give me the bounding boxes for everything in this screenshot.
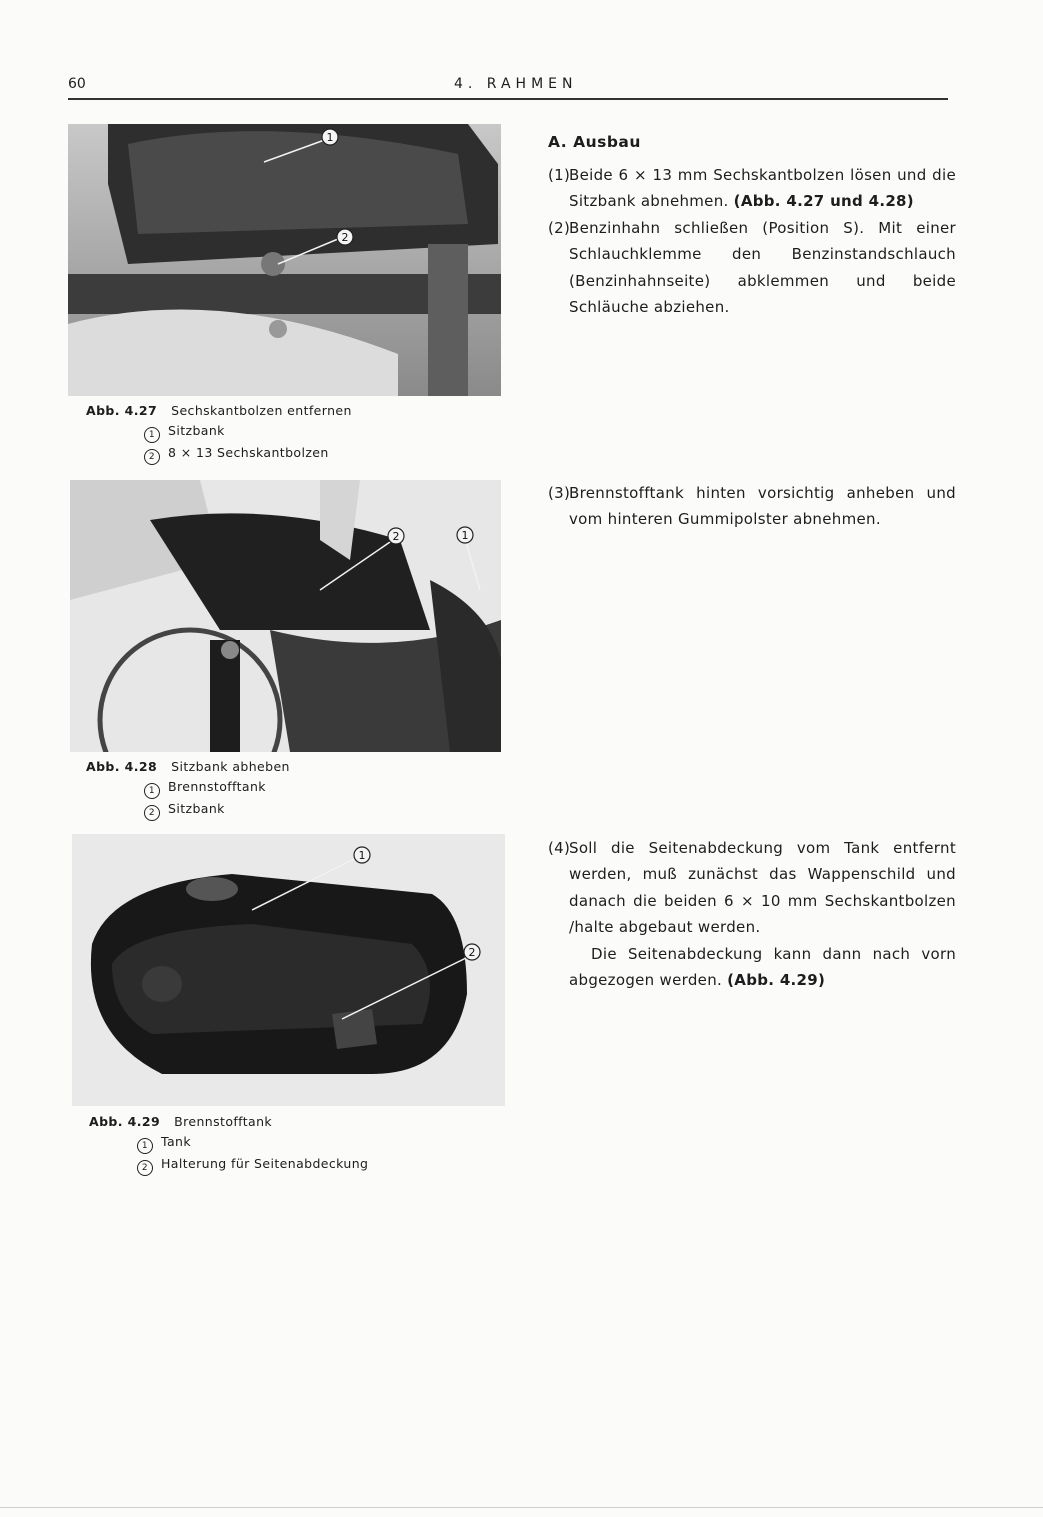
caption-title bbox=[86, 757, 290, 777]
step-body bbox=[548, 162, 956, 215]
figure-4-27-caption bbox=[86, 401, 352, 465]
step-ref: (Abb. 4.29) bbox=[727, 971, 826, 990]
step-text: Beide 6 × 13 mm Sechskantbolzen lösen und die Sitzbank abnehmen. bbox=[569, 166, 956, 211]
step-body bbox=[548, 215, 956, 320]
figure-4-27-photo bbox=[68, 124, 501, 396]
item-text: Sitzbank bbox=[168, 422, 225, 438]
step-4 bbox=[548, 835, 956, 940]
step-4-continuation bbox=[548, 941, 956, 994]
caption-item bbox=[89, 1154, 368, 1176]
item-text: 8 × 13 Sechskantbolzen bbox=[168, 444, 329, 460]
caption-text: Brennstofftank bbox=[174, 1114, 273, 1129]
item-text: Tank bbox=[161, 1133, 191, 1149]
svg-text:2: 2 bbox=[468, 946, 476, 959]
chapter-title: 4. RAHMEN bbox=[454, 76, 578, 92]
step-3 bbox=[548, 480, 956, 533]
item-number: 2 bbox=[144, 805, 160, 821]
caption-label: Abb. 4.29 bbox=[89, 1114, 161, 1129]
item-number: 2 bbox=[144, 449, 160, 465]
caption-item bbox=[89, 1132, 368, 1154]
item-number: 1 bbox=[144, 783, 160, 799]
step-text: Benzinhahn schließen (Position S). Mit einer Schlauchklemme den Benzinstandschlauch (Benzinhahnseite) abklemmen und beide Schläuche abziehen. bbox=[569, 219, 956, 316]
step-text: Brennstofftank hinten vorsichtig anheben und vom hinteren Gummipolster abnehmen. bbox=[569, 484, 956, 529]
svg-text:1: 1 bbox=[358, 849, 366, 862]
step-text: Soll die Seitenabdeckung vom Tank entfernt werden, muß zunächst das Wappenschild und danach die beiden 6 × 10 mm Sechskantbolzen /halte abgebaut werden. bbox=[569, 839, 956, 936]
caption-title bbox=[89, 1112, 368, 1132]
page-header bbox=[68, 76, 948, 100]
caption-item bbox=[86, 443, 352, 465]
step-body bbox=[548, 835, 956, 940]
svg-text:2: 2 bbox=[392, 530, 400, 543]
item-number: 1 bbox=[137, 1138, 153, 1154]
step-ref: (Abb. 4.27 und 4.28) bbox=[733, 192, 914, 211]
caption-item bbox=[86, 421, 352, 443]
item-text: Sitzbank bbox=[168, 800, 225, 816]
caption-item bbox=[86, 799, 290, 821]
caption-text: Sechskantbolzen entfernen bbox=[171, 403, 352, 418]
step-number: (4) bbox=[548, 839, 571, 857]
figure-4-28-photo bbox=[70, 480, 501, 752]
svg-text:1: 1 bbox=[461, 529, 469, 542]
caption-item bbox=[86, 777, 290, 799]
figure-4-29-photo bbox=[72, 834, 505, 1106]
step-number: (2) bbox=[548, 219, 571, 237]
step-1 bbox=[548, 162, 956, 215]
step-number: (1) bbox=[548, 166, 571, 184]
page-bottom-edge bbox=[0, 1507, 1043, 1508]
figure-4-28-caption bbox=[86, 757, 290, 821]
caption-label: Abb. 4.27 bbox=[86, 403, 158, 418]
caption-title bbox=[86, 401, 352, 421]
page-number: 60 bbox=[68, 76, 86, 92]
caption-label: Abb. 4.28 bbox=[86, 759, 158, 774]
step-number: (3) bbox=[548, 484, 571, 502]
item-number: 2 bbox=[137, 1160, 153, 1176]
caption-text: Sitzbank abheben bbox=[171, 759, 290, 774]
step-body bbox=[548, 480, 956, 533]
section-heading: A. Ausbau bbox=[548, 133, 641, 151]
step-2 bbox=[548, 215, 956, 320]
item-number: 1 bbox=[144, 427, 160, 443]
continuation-text: Die Seitenabdeckung kann dann nach vorn abgezogen werden. bbox=[569, 945, 956, 990]
item-text: Brennstofftank bbox=[168, 778, 266, 794]
svg-text:1: 1 bbox=[326, 131, 334, 144]
header-rule bbox=[68, 98, 948, 100]
svg-text:2: 2 bbox=[341, 231, 349, 244]
figure-4-29-caption bbox=[89, 1112, 368, 1176]
step-body bbox=[548, 941, 956, 994]
item-text: Halterung für Seitenabdeckung bbox=[161, 1155, 369, 1171]
